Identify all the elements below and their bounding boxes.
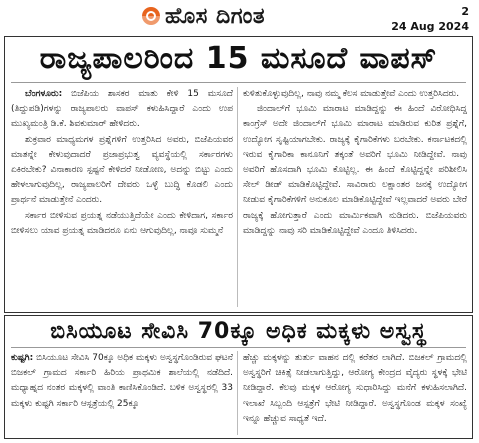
headline-rule [11,347,466,348]
story2-column-1 [11,351,233,436]
newspaper-name: ಹೊಸ ದಿಗಂತ [165,3,266,29]
story1-paragraph [11,87,233,133]
story1-dateline: ಬೆಂಗಳೂರು: [25,89,63,99]
newspaper-logo [141,3,265,29]
story1-column-2 [243,87,467,312]
story-midday-meal [4,315,473,439]
column-divider [237,351,238,435]
story2-paragraph [11,351,233,412]
headline-rule [11,82,466,83]
rising-sun-icon [141,6,161,26]
story1-paragraph: ಜಿಂದಾಲ್‌ಗೆ ಭೂಮಿ ಮಾರಾಟ ಮಾಡಿದ್ದನ್ನು ಈ ಹಿಂದೆ ವಿರೋಧಿಸಿದ್ದ ಕಾಂಗ್ರೆಸ್ ಅದೇ ಜಿಂದಾಲ್‌ಗೆ ಭೂಮಿ ಮಾರಾಟ ಮಾಡಿರುವ ಕುರಿತ ಪ್ರಶ್ನೆಗೆ, ಉದ್ಯೋಗ ಸೃಷ್ಟಿಯಾಗಬೇಕು. ರಾಜ್ಯಕ್ಕೆ ಕೈಗಾರಿಕೆಗಳು ಬರಬೇಕು. ಕರ್ನಾಟಕದಲ್ಲಿ ಇರುವ ಕೈಗಾರಿಕಾ ಕಾನೂನಿಗೆ ತಕ್ಕಂತೆ ಅವರಿಗೆ ಭೂಮಿ ನೀಡಿದ್ದೇವೆ. ನಾವು ಅವರಿಗೆ ಹೊಸದಾಗಿ ಭೂಮಿ ಕೊಟ್ಟಿಲ್ಲ. ಈ ಹಿಂದೆ ಕೊಟ್ಟಿದ್ದನ್ನೇ ಪರಿಶೀಲಿಸಿ ಸೇಲ್ ಡೀಡ್ ಮಾಡಿಕೊಟ್ಟಿದ್ದೇವೆ. ಸಾವಿರಾರು ಲಕ್ಷಾಂತರ ಜನಕ್ಕೆ ಉದ್ಯೋಗ ನೀಡುವ ಕೈಗಾರಿಕೆಗಳಿಗೆ ಅನುಕೂಲ ಮಾಡಿಕೊಟ್ಟಿದ್ದೇವೆ ಇಲ್ಲವಾದರೆ ಅವರು ಬೇರೆ ರಾಜ್ಯಕ್ಕೆ ಹೋಗುತ್ತಾರೆ ಎಂದು ಮಾರ್ಮಿಕವಾಗಿ ನುಡಿದರು. ಬಿಜೆಪಿಯವರು ಮಾಡಿದ್ದನ್ನು ನಾವು ಸರಿ ಮಾಡಿಕೊಟ್ಟಿದ್ದೇವೆ ಎಂದೂ ತಿಳಿಸಿದರು. [243,104,467,236]
column-divider [237,87,238,307]
story1-paragraph-text: ಬಿಜೆಪಿಯ ಶಾಸಕರ ಮಾತು ಕೇಳಿ 15 ಮಸೂದೆ (ತಿದ್ದುಪಡಿ)ಗಳನ್ನು ರಾಜ್ಯಪಾಲರು ವಾಪಸ್ ಕಳುಹಿಸಿದ್ದಾರೆ ಎಂದು ಉಪ ಮುಖ್ಯಮಂತ್ರಿ ಡಿ.ಕೆ. ಶಿವಕುಮಾರ್ ಹೇಳಿದರು. [11,89,233,130]
story2-paragraph-text: ಬಿಸಿಯೂಟ ಸೇವಿಸಿ 70ಕ್ಕೂ ಅಧಿಕ ಮಕ್ಕಳು ಅಸ್ವಸ್ಥಗೊಂಡಿರುವ ಘಟನೆ ಬಿಜಕಲ್ ಗ್ರಾಮದ ಸರ್ಕಾರಿ ಹಿರಿಯ ಪ್ರಾಥಮಿಕ ಶಾಲೆಯಲ್ಲಿ ನಡೆದಿದೆ. ಮಧ್ಯಾಹ್ನದ ನಂತರ ಮಕ್ಕಳಲ್ಲಿ ವಾಂತಿ ಕಾಣಿಸಿಕೊಂಡಿದೆ. ಬಳಿಕ ಅಸ್ವಸ್ಥರಲ್ಲಿ 33 ಮಕ್ಕಳು ಕುಷ್ಟಗಿ ಸರ್ಕಾರಿ ಆಸ್ಪತ್ರೆಯಲ್ಲಿ 25ಕ್ಕೂ [11,353,233,409]
story1-paragraph: ಸರ್ಕಾರ ಬೀಳಿಸುವ ಪ್ರಯತ್ನ ನಡೆಯುತ್ತಿದೆಯೇ ಎಂದು ಕೇಳಿದಾಗ, ಸರ್ಕಾರ ಬೀಳಿಸಲು ಯಾವ ಪ್ರಯತ್ನ ಮಾಡಿದರೂ ಏನು ಆಗುವುದಿಲ್ಲ, ನಾವೂ ಸುಮ್ಮನೆ [11,210,233,236]
story1-headline: ರಾಜ್ಯಪಾಲರಿಂದ 15 ಮಸೂದೆ ವಾಪಸ್ [39,41,438,76]
story-governor-bills [4,36,473,313]
story1-paragraph: ಕುಳಿತುಕೊಳ್ಳುವುದಿಲ್ಲ, ನಾವು ನಮ್ಮ ಕೆಲಸ ಮಾಡುತ್ತೇವೆ ಎಂದು ಉತ್ತರಿಸಿದರು. [243,89,460,99]
story1-column-1 [11,87,233,312]
story2-dateline: ಕುಷ್ಟಗಿ: [11,353,34,363]
story2-paragraph: ಹೆಚ್ಚು ಮಕ್ಕಳನ್ನು ತುರ್ತು ವಾಹನ ದಲ್ಲಿ ಕರೆತರ ಲಾಗಿದೆ. ಬಿಜಕಲ್ ಗ್ರಾಮದಲ್ಲಿ ಅಸ್ವಸ್ಥರಿಗೆ ಚಿಕಿತ್ಸೆ ನೀಡಲಾಗುತ್ತಿದ್ದು, ಆರೋಗ್ಯ ಕೇಂದ್ರದ ವೈದ್ಯರು ಸ್ಥಳಕ್ಕೆ ಭೇಟಿ ನೀಡಿದ್ದಾರೆ. ಕೆಲವು ಮಕ್ಕಳ ಆರೋಗ್ಯ ಸುಧಾರಿಸಿದ್ದು ಮನೆಗೆ ಕಳುಹಿಸಲಾಗಿದೆ. ಇಲಾಖೆ ಸಿಬ್ಬಂದಿ ಆಸ್ಪತ್ರೆಗೆ ಭೇಟಿ ನೀಡಿದ್ದಾರೆ. ಅಸ್ವಸ್ಥಗೊಂಡ ಮಕ್ಕಳ ಸಂಖ್ಯೆ ಇನ್ನೂ ಹೆಚ್ಚುವ ಸಾಧ್ಯತೆ ಇದೆ. [243,353,467,424]
story2-headline: ಬಿಸಿಯೂಟ ಸೇವಿಸಿ 70ಕ್ಕೂ ಅಧಿಕ ಮಕ್ಕಳು ಅಸ್ವಸ್ಥ [50,319,427,344]
page-number: 2 [461,5,469,18]
story1-paragraph: ಶುಕ್ರವಾರ ಮಾಧ್ಯಮಗಳ ಪ್ರಶ್ನೆಗಳಿಗೆ ಉತ್ತರಿಸಿದ ಅವರು, ಬಿಜೆಪಿಯವರ ಮಾತನ್ನೇ ಕೇಳುವುದಾದರೆ ಪ್ರಜಾಪ್ರಭುತ್ವ ವ್ಯವಸ್ಥೆಯಲ್ಲಿ ಸರ್ಕಾರಗಳು ಏಕಿರಬೇಕು? ವಿನಾಕಾರಣ ಸ್ಪಷ್ಟನೆ ಕೇಳಿದರೆ ನೀಡೋಣ, ಅದನ್ನು ಬಿಟ್ಟು ಎಂದು ಹೇಳಲಾಗುವುದಿಲ್ಲ, ರಾಜ್ಯಪಾಲರಿಗೆ ದೇವರು ಒಳ್ಳೆ ಬುದ್ಧಿ ಕೊಡಲಿ ಎಂದು ಪ್ರಾರ್ಥನೆ ಮಾಡುತ್ತೇನೆ ಎಂದರು. [11,134,233,206]
masthead [0,0,479,34]
issue-date: 24 Aug 2024 [391,20,469,33]
story2-column-2 [243,351,467,436]
